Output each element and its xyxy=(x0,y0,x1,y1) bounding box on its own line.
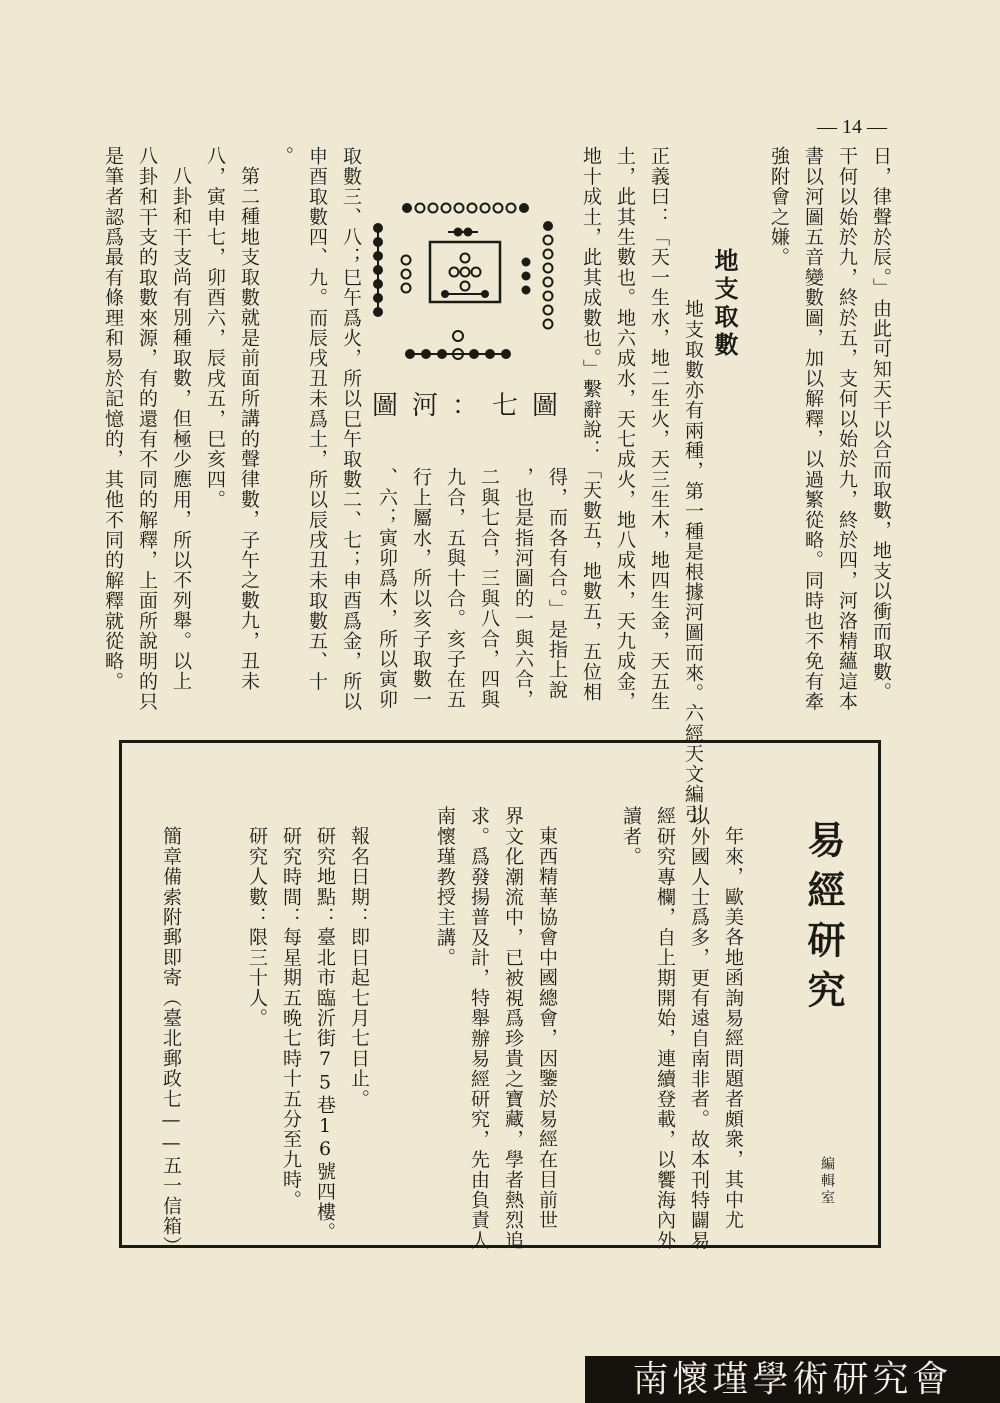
text-column: 強附會之嫌。 xyxy=(768,146,790,268)
notice-column: 研究時間：每星期五晚七時十五分至九時。 xyxy=(280,826,302,1210)
text-column: 取數三、八；巳午爲火，所以巳午取數二、七；申酉爲金，所以 xyxy=(340,146,362,712)
notice-column: 年來，歐美各地函詢易經問題者頗衆，其中尤 xyxy=(722,826,744,1230)
text-column: 八，寅申七，卯酉六，辰戌五，巳亥四。 xyxy=(204,146,226,510)
text-column: 第二種地支取數就是前面所講的聲律數，子午之數九，丑未 xyxy=(238,166,260,692)
notice-title: 易經研究 xyxy=(801,820,846,1020)
hetu-diagram xyxy=(368,196,576,450)
text-column: 干何以始於九，終於五，支何以始於九，終於四，河洛精蘊這本 xyxy=(836,146,858,712)
text-column: 地支取數亦有兩種，第一種是根據河圖而來。六經天文編引 xyxy=(682,299,704,825)
notice-column: 求。爲發揚普及計，特舉辦易經研究，先由負責人 xyxy=(468,806,490,1251)
text-column: 二與七合，三與八合，四與 xyxy=(478,467,500,710)
text-column: 是筆者認爲最有條理和易於記憶的，其他不同的解釋就從略。 xyxy=(102,146,124,692)
text-column: 行上屬水，所以亥子取數一 xyxy=(410,467,432,710)
notice-editor: 編輯室 xyxy=(819,1156,835,1207)
notice-column: 讀者。 xyxy=(620,806,642,867)
section-heading: 地支取數 xyxy=(710,248,739,360)
notice-column: 研究人數：限三十人。 xyxy=(246,826,268,1028)
text-column: 九合，五與十合。亥子在五 xyxy=(444,467,466,710)
text-column: 。 xyxy=(272,146,294,167)
text-column: 書以河圖五音變數圖，加以解釋，以過繁從略。同時也不免有牽 xyxy=(802,146,824,712)
notice-column: 以外國人士爲多，更有遠自南非者。故本刊特闢易 xyxy=(688,806,710,1251)
text-column: ，也是指河圖的一與六合， xyxy=(512,467,534,710)
text-column: 土，此其生數也。地六成水，天七成火，地八成木，天九成金， xyxy=(614,146,636,712)
notice-column: 研究地點：臺北市臨沂街75巷16號四樓。 xyxy=(314,826,336,1242)
footer-banner: 南懷瑾學術研究會 xyxy=(585,1356,1000,1403)
notice-column: 南懷瑾教授主講。 xyxy=(434,806,456,968)
page-number: — 14 — xyxy=(817,116,887,138)
text-column: 地十成土，此其成數也。」繫辭說：「天數五，地數五，五位相 xyxy=(580,146,602,703)
notice-column: 簡章備索附郵即寄（臺北郵政七——五一信箱） xyxy=(160,826,182,1257)
text-column: 申酉取數四、九。而辰戌丑未爲土，所以辰戌丑未取數五、十 xyxy=(306,146,328,692)
text-column: 、六；寅卯爲木，所以寅卯 xyxy=(376,467,398,710)
notice-column: 界文化潮流中，已被視爲珍貴之寶藏，學者熱烈追 xyxy=(502,806,524,1251)
notice-column: 報名日期：即日起七月七日止。 xyxy=(348,826,370,1109)
text-column: 日，律聲於辰。」由此可知天干以合而取數，地支以衝而取數。 xyxy=(870,146,892,703)
text-column: 得，而各有合。」是指上說 xyxy=(546,467,568,700)
notice-column: 經研究專欄，自上期開始，連續登載，以饗海內外 xyxy=(654,806,676,1251)
diagram-caption: 圖七：河圖 xyxy=(371,391,573,421)
text-column: 正義曰：「天一生水，地二生火，天三生木，地四生金，天五生 xyxy=(648,146,670,712)
text-column: 八卦和干支的取數來源，有的還有不同的解釋，上面所說明的只 xyxy=(136,146,158,712)
notice-column: 東西精華協會中國總會，因鑒於易經在目前世 xyxy=(536,826,558,1230)
text-column: 八卦和干支尚有別種取數，但極少應用，所以不列舉。以上 xyxy=(170,166,192,692)
